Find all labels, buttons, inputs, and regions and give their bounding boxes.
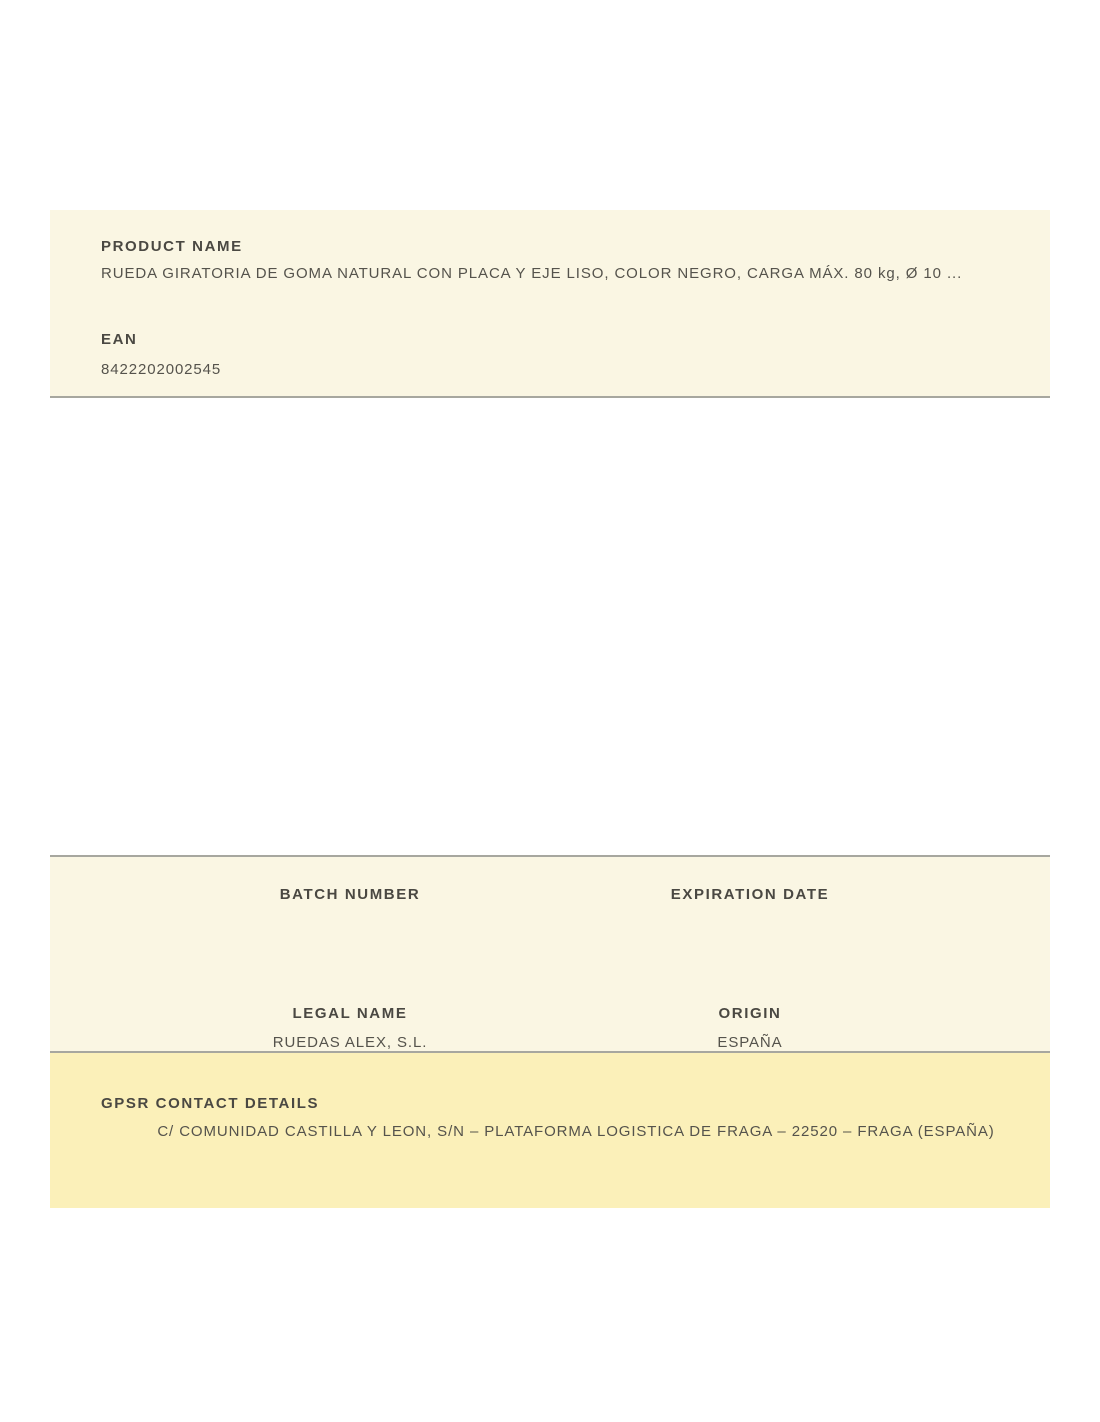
origin-label: ORIGIN <box>718 1005 782 1022</box>
expiration-date-label: EXPIRATION DATE <box>670 886 830 903</box>
gpsr-contact-panel <box>50 1053 1050 1208</box>
gpsr-contact-address: C/ COMUNIDAD CASTILLA Y LEON, S/N – PLATAFORMA LOGISTICA DE FRAGA – 22520 – FRAGA (ESPAÑA) <box>157 1123 995 1140</box>
batch-number-label: BATCH NUMBER <box>279 886 421 903</box>
legal-name-label: LEGAL NAME <box>292 1005 408 1022</box>
batch-number-value <box>150 916 550 931</box>
product-info-panel <box>50 210 1050 398</box>
gpsr-contact-label: GPSR CONTACT DETAILS <box>101 1095 320 1112</box>
batch-expiration-row <box>150 887 950 931</box>
batch-number-cell <box>150 887 550 931</box>
traceability-panel <box>50 855 1050 1053</box>
expiration-date-value <box>550 916 950 931</box>
ean-value: 8422202002545 <box>101 361 222 378</box>
product-name-value: RUEDA GIRATORIA DE GOMA NATURAL CON PLACA Y EJE LISO, COLOR NEGRO, CARGA MÁX. 80 kg, Ø 10 ... <box>101 265 963 282</box>
legal-name-value: RUEDAS ALEX, S.L. <box>272 1034 428 1051</box>
ean-label: EAN <box>101 331 138 348</box>
origin-cell <box>550 1006 950 1050</box>
product-name-label: PRODUCT NAME <box>101 238 243 255</box>
ean-block <box>101 332 999 377</box>
legal-name-cell <box>150 1006 550 1050</box>
legal-origin-row <box>150 1006 950 1050</box>
origin-value: ESPAÑA <box>717 1034 783 1051</box>
expiration-date-cell <box>550 887 950 931</box>
